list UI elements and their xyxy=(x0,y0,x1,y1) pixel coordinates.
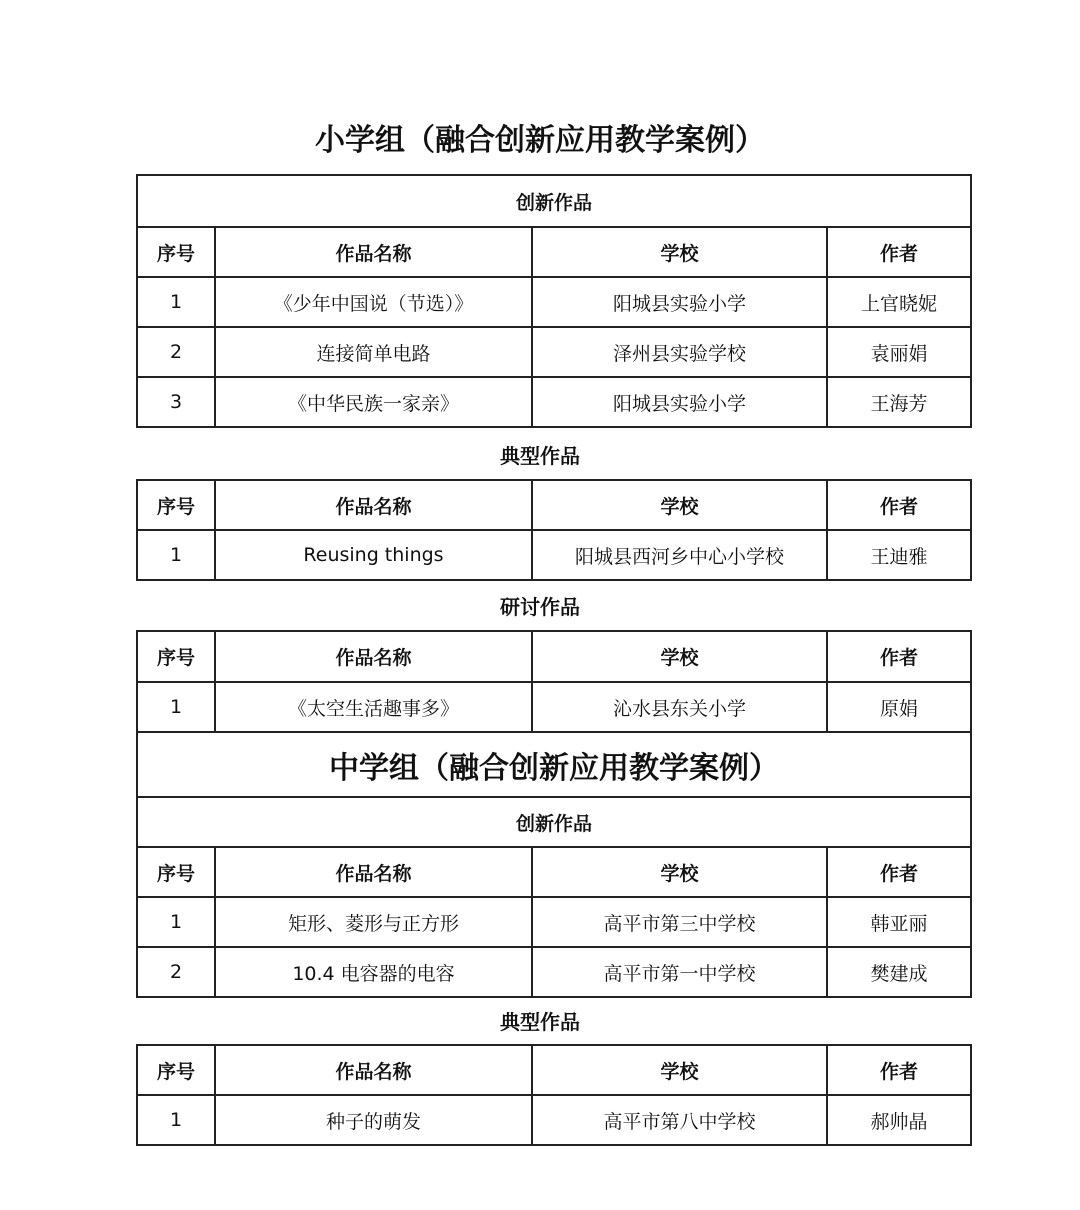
cell-school: 沁水县东关小学 xyxy=(532,682,827,732)
header-school: 学校 xyxy=(532,847,827,897)
cell-author: 王海芳 xyxy=(827,377,971,427)
cell-author: 上官晓妮 xyxy=(827,277,971,327)
header-name: 作品名称 xyxy=(215,847,532,897)
header-school: 学校 xyxy=(532,227,827,277)
table-row xyxy=(137,947,971,997)
cell-author: 袁丽娟 xyxy=(827,327,971,377)
cell-name: 《太空生活趣事多》 xyxy=(215,682,532,732)
cell-school: 高平市第一中学校 xyxy=(532,947,827,997)
header-author: 作者 xyxy=(827,227,971,277)
cell-no: 1 xyxy=(137,682,215,732)
cell-author: 郝帅晶 xyxy=(827,1095,971,1145)
cell-name: 种子的萌发 xyxy=(215,1095,532,1145)
cell-school: 阳城县西河乡中心小学校 xyxy=(532,530,827,580)
header-no: 序号 xyxy=(137,847,215,897)
cell-no: 2 xyxy=(137,327,215,377)
header-name: 作品名称 xyxy=(215,1045,532,1095)
cell-school: 高平市第三中学校 xyxy=(532,897,827,947)
cell-school: 阳城县实验小学 xyxy=(532,377,827,427)
cell-no: 3 xyxy=(137,377,215,427)
section-label-innovative: 创新作品 xyxy=(137,175,971,227)
header-row xyxy=(137,847,971,897)
secondary-title: 中学组（融合创新应用教学案例） xyxy=(137,732,971,797)
cell-name: 《少年中国说（节选）》 xyxy=(215,277,532,327)
header-name: 作品名称 xyxy=(215,480,532,530)
header-row xyxy=(137,1045,971,1095)
cell-school: 泽州县实验学校 xyxy=(532,327,827,377)
table-row xyxy=(137,327,971,377)
cell-no: 2 xyxy=(137,947,215,997)
cell-author: 王迪雅 xyxy=(827,530,971,580)
primary-typical-table xyxy=(136,479,972,581)
cell-school: 阳城县实验小学 xyxy=(532,277,827,327)
discussion-and-secondary-table xyxy=(136,630,972,998)
secondary-typical-table xyxy=(136,1044,972,1146)
cell-name: 连接简单电路 xyxy=(215,327,532,377)
header-no: 序号 xyxy=(137,227,215,277)
primary-title: 小学组（融合创新应用教学案例） xyxy=(315,123,765,158)
cell-name: 10.4 电容器的电容 xyxy=(215,947,532,997)
header-author: 作者 xyxy=(827,631,971,682)
cell-author: 樊建成 xyxy=(827,947,971,997)
table-row xyxy=(137,530,971,580)
cell-name: 《中华民族一家亲》 xyxy=(215,377,532,427)
header-author: 作者 xyxy=(827,480,971,530)
cell-name: Reusing things xyxy=(215,530,532,580)
section-label-discussion: 研讨作品 xyxy=(500,595,580,619)
header-name: 作品名称 xyxy=(215,227,532,277)
section-label-typical: 典型作品 xyxy=(500,444,580,468)
header-no: 序号 xyxy=(137,631,215,682)
table-row xyxy=(137,277,971,327)
header-row xyxy=(137,480,971,530)
cell-no: 1 xyxy=(137,277,215,327)
header-school: 学校 xyxy=(532,480,827,530)
header-author: 作者 xyxy=(827,1045,971,1095)
cell-no: 1 xyxy=(137,530,215,580)
header-row xyxy=(137,227,971,277)
cell-name: 矩形、菱形与正方形 xyxy=(215,897,532,947)
header-no: 序号 xyxy=(137,1045,215,1095)
header-school: 学校 xyxy=(532,1045,827,1095)
table-row xyxy=(137,377,971,427)
table-row xyxy=(137,1095,971,1145)
cell-author: 韩亚丽 xyxy=(827,897,971,947)
header-name: 作品名称 xyxy=(215,631,532,682)
section-label-innovative: 创新作品 xyxy=(137,797,971,847)
table-row xyxy=(137,682,971,732)
section-label-typical: 典型作品 xyxy=(500,1010,580,1034)
cell-school: 高平市第八中学校 xyxy=(532,1095,827,1145)
header-no: 序号 xyxy=(137,480,215,530)
cell-no: 1 xyxy=(137,1095,215,1145)
table-row xyxy=(137,897,971,947)
header-author: 作者 xyxy=(827,847,971,897)
header-school: 学校 xyxy=(532,631,827,682)
header-row xyxy=(137,631,971,682)
cell-author: 原娟 xyxy=(827,682,971,732)
cell-no: 1 xyxy=(137,897,215,947)
primary-innovative-table xyxy=(136,174,972,428)
